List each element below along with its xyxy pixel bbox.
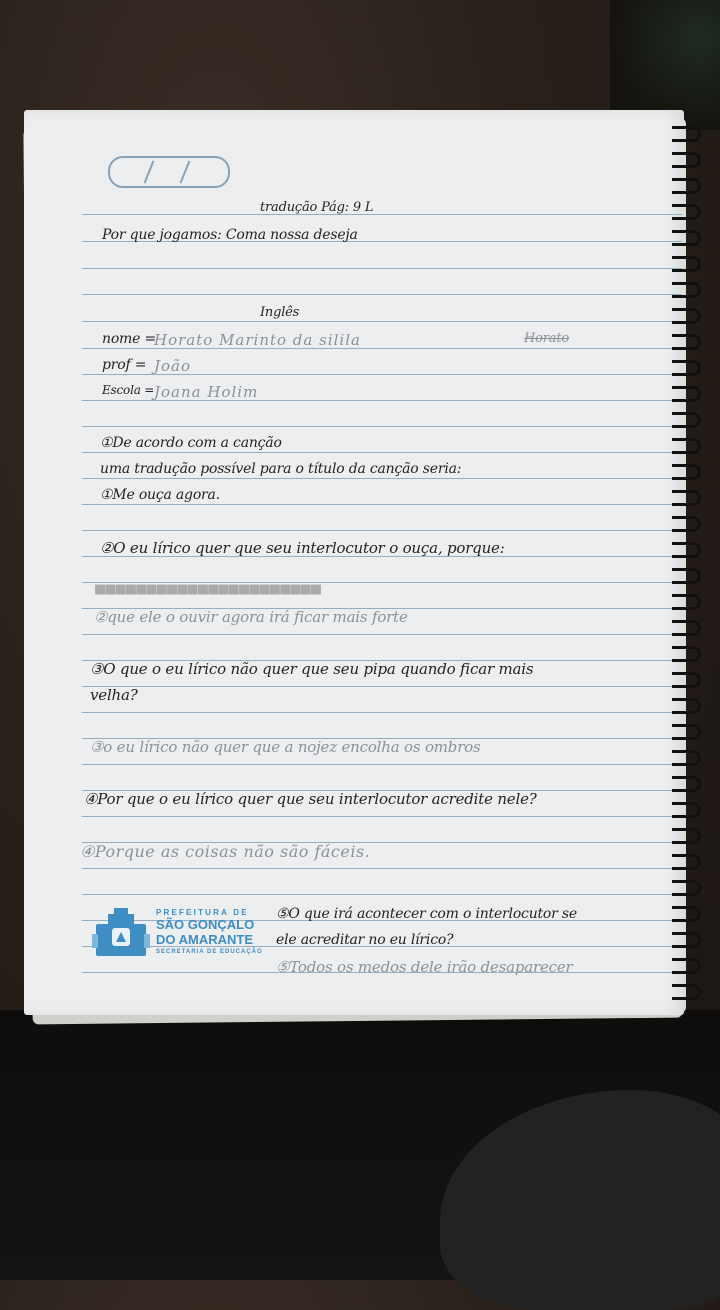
coil xyxy=(672,282,701,298)
coil xyxy=(672,854,701,870)
city-crest-icon xyxy=(92,908,150,960)
name-value: Horato Marinto da silila xyxy=(154,331,361,349)
ruled-line xyxy=(82,816,682,817)
coil xyxy=(672,256,701,272)
coil xyxy=(672,360,701,376)
ruled-line xyxy=(82,894,682,895)
struck-text: ■■■■■■■■■■■■■■■■■■■■■■ xyxy=(94,582,321,597)
coil xyxy=(672,906,701,922)
question-3: ③O que o eu lírico não quer que seu pipa quando ficar mais xyxy=(90,660,534,678)
coil xyxy=(672,464,701,480)
answer-1: ①Me ouça agora. xyxy=(100,487,220,503)
question-3-line-2: velha? xyxy=(90,686,138,704)
coil xyxy=(672,802,701,818)
coil xyxy=(672,412,701,428)
coil xyxy=(672,334,701,350)
notebook xyxy=(22,108,712,1018)
coil xyxy=(672,672,701,688)
coil xyxy=(672,828,701,844)
ruled-line xyxy=(82,321,682,322)
question-4: ④Por que o eu lírico quer que seu interlocutor acredite nele? xyxy=(84,790,537,808)
coil xyxy=(672,516,701,532)
coil xyxy=(672,932,701,948)
school-value: Joana Holim xyxy=(154,383,259,401)
question-2: ②O eu lírico quer que seu interlocutor o ouça, porque: xyxy=(100,539,505,557)
date-slash xyxy=(144,160,155,183)
coil xyxy=(672,542,701,558)
ruled-line xyxy=(82,504,682,505)
answer-4: ④Porque as coisas não são fáceis. xyxy=(80,842,371,861)
coil xyxy=(672,308,701,324)
school-label: Escola = xyxy=(102,383,155,397)
coil xyxy=(672,152,701,168)
answer-3: ③o eu lírico não quer que a nojez encolha os ombros xyxy=(90,738,481,756)
question-1: ①De acordo com a canção xyxy=(100,435,282,451)
answer-2: ②que ele o ouvir agora irá ficar mais forte xyxy=(94,608,408,626)
ruled-line xyxy=(82,764,682,765)
answer-5: ⑤Todos os medos dele irão desaparecer xyxy=(276,958,573,976)
song-title: Por que jogamos: Coma nossa deseja xyxy=(102,227,358,243)
spiral-binding xyxy=(672,126,712,1006)
ruled-line xyxy=(82,426,682,427)
logo-line-3: SECRETARIA DE EDUCAÇÃO xyxy=(156,949,263,955)
coil xyxy=(672,698,701,714)
ruled-line xyxy=(82,294,682,295)
question-5-line-2: ele acreditar no eu lírico? xyxy=(276,932,454,948)
name-extra: Horato xyxy=(524,331,569,346)
date-slash xyxy=(180,160,191,183)
ruled-line xyxy=(82,686,682,687)
coil xyxy=(672,490,701,506)
coil xyxy=(672,620,701,636)
coil xyxy=(672,724,701,740)
ruled-line xyxy=(82,214,682,215)
ruled-line xyxy=(82,634,682,635)
logo-text xyxy=(156,908,263,955)
coil xyxy=(672,204,701,220)
ruled-line xyxy=(82,478,682,479)
name-label: nome = xyxy=(102,331,156,347)
ruled-line xyxy=(82,712,682,713)
logo-line-2b: DO AMARANTE xyxy=(156,932,254,947)
coil xyxy=(672,386,701,402)
coil xyxy=(672,750,701,766)
coil xyxy=(672,958,701,974)
prof-value: João xyxy=(154,357,192,375)
prof-label: prof = xyxy=(102,357,147,373)
notebook-page xyxy=(24,110,684,1015)
coil xyxy=(672,178,701,194)
question-1-line-2: uma tradução possível para o título da canção seria: xyxy=(100,461,462,477)
date-field xyxy=(108,156,230,188)
coil xyxy=(672,438,701,454)
coil xyxy=(672,646,701,662)
coil xyxy=(672,594,701,610)
logo-line-1: PREFEITURA DE xyxy=(156,908,249,917)
ruled-line xyxy=(82,530,682,531)
logo-line-2a: SÃO GONÇALO xyxy=(156,917,255,932)
coil xyxy=(672,568,701,584)
question-5: ⑤O que irá acontecer com o interlocutor se xyxy=(276,906,577,922)
ruled-line xyxy=(82,452,682,453)
prefeitura-logo xyxy=(90,900,280,966)
subject-heading: Inglês xyxy=(260,305,300,320)
page-heading: tradução Pág: 9 L xyxy=(260,200,374,215)
coil xyxy=(672,230,701,246)
coil xyxy=(672,776,701,792)
coil xyxy=(672,880,701,896)
coil xyxy=(672,126,701,142)
ruled-line xyxy=(82,268,682,269)
ruled-line xyxy=(82,868,682,869)
coil xyxy=(672,984,701,1000)
